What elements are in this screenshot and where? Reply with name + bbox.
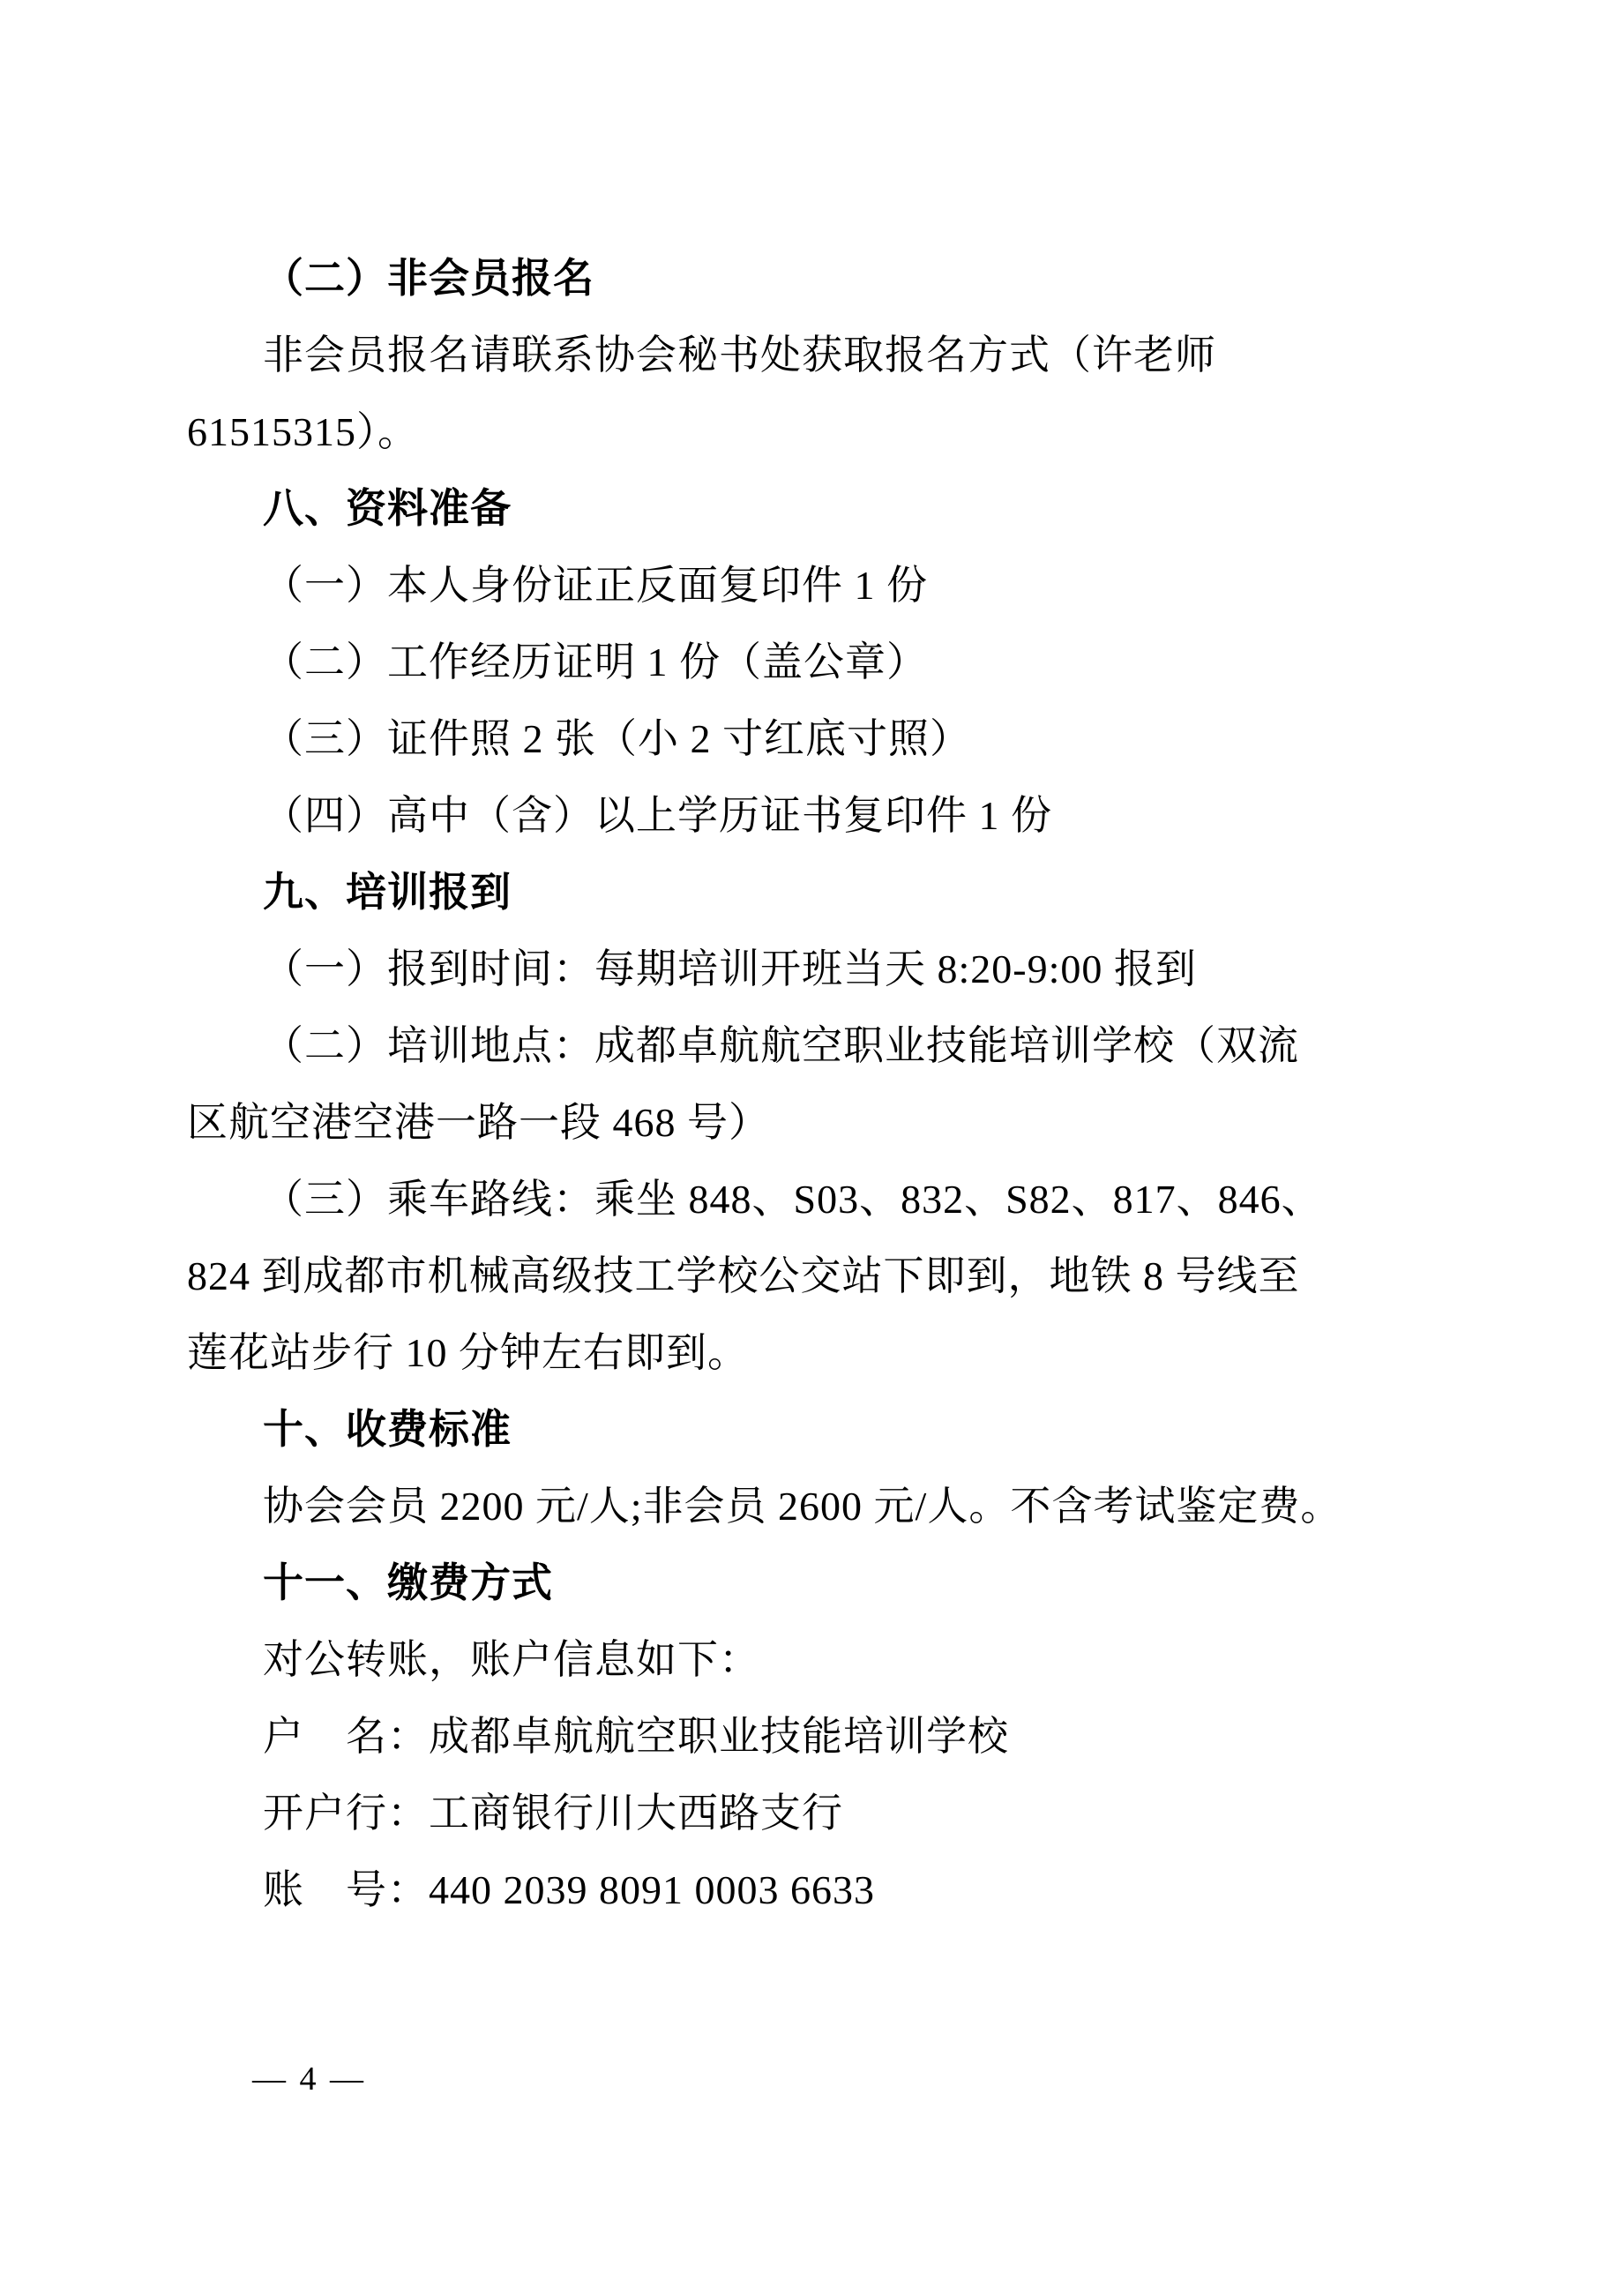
item-checkin-bus-routes-line1: （三）乘车路线：乘坐 848、S03、832、S82、817、846、: [263, 1177, 1323, 1222]
para-account-name: 户 名：成都卓航航空职业技能培训学校: [263, 1714, 1009, 1759]
para-non-member-contact-line2: 61515315）。: [187, 409, 419, 454]
item-checkin-bus-routes-line3: 莲花站步行 10 分钟左右即到。: [187, 1330, 749, 1375]
heading-section-11-payment: 十一、缴费方式: [263, 1559, 553, 1605]
item-checkin-location-line1: （二）培训地点：成都卓航航空职业技能培训学校（双流: [263, 1023, 1299, 1068]
page-number: — 4 —: [252, 2060, 366, 2098]
para-non-member-contact-line1: 非会员报名请联系协会秘书处获取报名方式（许老师: [263, 333, 1216, 378]
item-materials-work-proof: （二）工作经历证明 1 份（盖公章）: [263, 639, 928, 684]
para-fee-standard: 协会会员 2200 元/人;非会员 2600 元/人。不含考试鉴定费。: [263, 1484, 1342, 1529]
item-checkin-bus-routes-line2: 824 到成都市机械高级技工学校公交站下即到，地铁 8 号线至: [187, 1253, 1300, 1298]
item-checkin-time: （一）报到时间：每期培训开班当天 8:20-9:00 报到: [263, 946, 1197, 991]
para-bank-branch: 开户行：工商银行川大西路支行: [263, 1791, 843, 1836]
item-checkin-location-line2: 区航空港空港一路一段 468 号）: [187, 1100, 770, 1145]
subheading-non-member-signup: （二）非会员报名: [263, 255, 594, 301]
item-materials-id-copy: （一）本人身份证正反面复印件 1 份: [263, 563, 928, 608]
item-materials-diploma-copy: （四）高中（含）以上学历证书复印件 1 份: [263, 793, 1052, 838]
heading-section-10-fees: 十、收费标准: [263, 1406, 512, 1452]
heading-section-8-materials: 八、资料准备: [263, 485, 512, 531]
item-materials-photos: （三）证件照 2 张（小 2 寸红底寸照）: [263, 716, 971, 761]
document-page-body: [187, 240, 1443, 1928]
para-payment-intro: 对公转账，账户信息如下：: [263, 1637, 760, 1682]
heading-section-9-checkin: 九、培训报到: [263, 869, 512, 915]
para-account-number: 账 号：440 2039 8091 0003 6633: [263, 1867, 875, 1912]
